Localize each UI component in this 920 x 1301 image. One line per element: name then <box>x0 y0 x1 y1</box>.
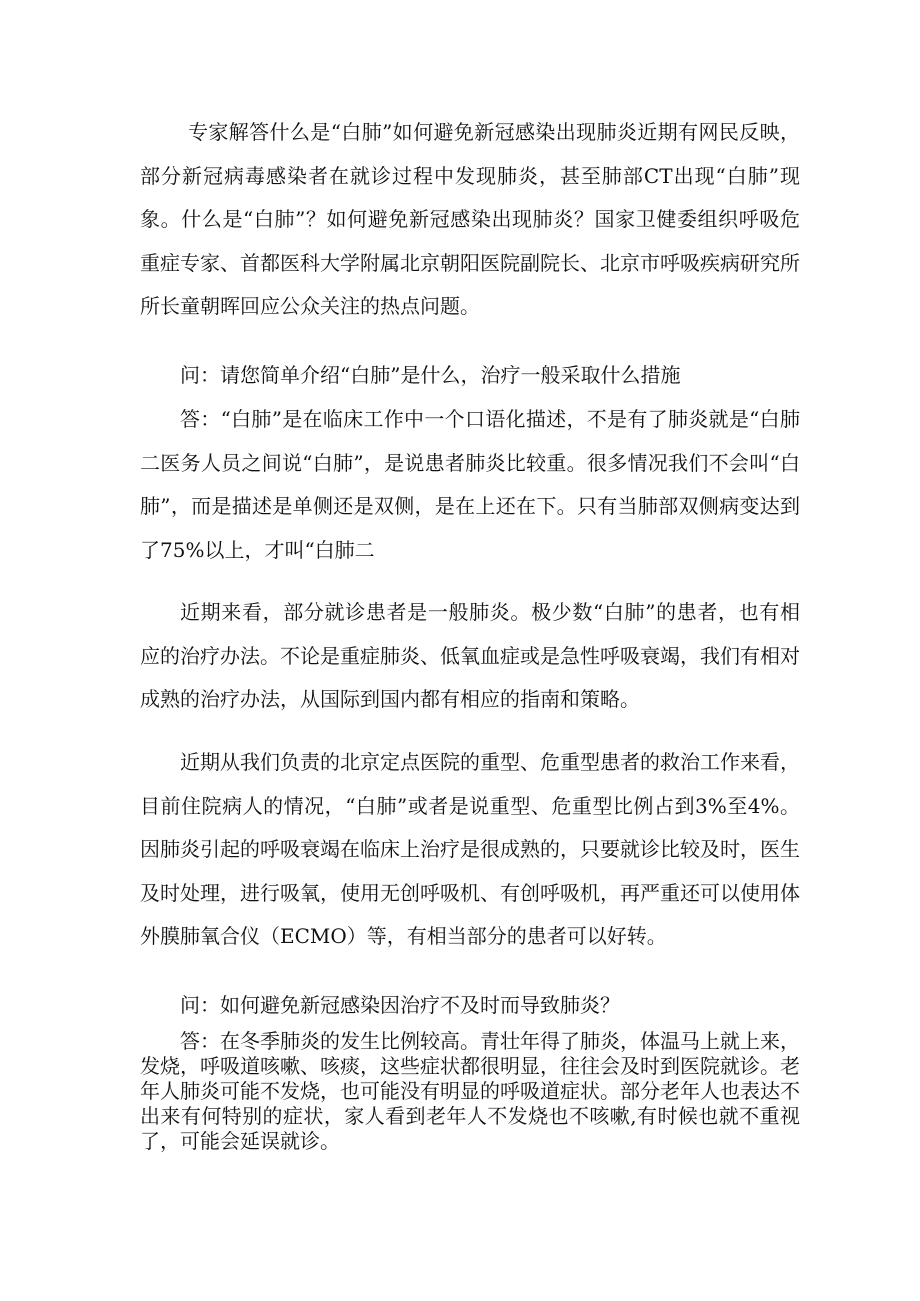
intro-paragraph: 专家解答什么是“白肺”如何避免新冠感染出现肺炎近期有网民反映，部分新冠病毒感染者在就诊过程中发现肺炎，甚至肺部CT出现“白肺”现象。什么是“白肺”？如何避免新冠感染出现肺炎？国家卫健委组织呼吸危重症专家、首都医科大学附属北京朝阳医院副院长、北京市呼吸疾病研究所所长童朝晖回应公众关注的热点问题。 <box>140 120 800 318</box>
answer-2-paragraph-1: 答：在冬季肺炎的发生比例较高。青壮年得了肺炎，体温马上就上来，发烧，呼吸道咳嗽、咳痰，这些症状都很明显，往往会及时到医院就诊。老年人肺炎可能不发烧，也可能没有明显的呼吸道症状。部分老年人也表达不出来有何特别的症状，家人看到老年人不发烧也不咳嗽,有时候也就不重视了，可能会延误就诊。 <box>140 1029 800 1153</box>
answer-1-paragraph-1: 答：“白肺”是在临床工作中一个口语化描述，不是有了肺炎就是“白肺二医务人员之间说“白肺”，是说患者肺炎比较重。很多情况我们不会叫“白肺”，而是描述是单侧还是双侧，是在上还在下。只有当肺部双侧病变达到了75%以上，才叫“白肺二 <box>140 407 800 562</box>
question-2: 问：如何避免新冠感染因治疗不及时而导致肺炎？ <box>180 993 620 1017</box>
answer-1-paragraph-3: 近期从我们负责的北京定点医院的重型、危重型患者的救治工作来看，目前住院病人的情况，“白肺”或者是说重型、危重型比例占到3%至4%。因肺炎引起的呼吸衰竭在临床上治疗是很成熟的，只要就诊比较及时，医生及时处理，进行吸氧，使用无创呼吸机、有创呼吸机，再严重还可以使用体外膜肺氧合仪（ECMO）等，有相当部分的患者可以好转。 <box>140 750 800 948</box>
answer-1-paragraph-2: 近期来看，部分就诊患者是一般肺炎。极少数“白肺”的患者，也有相应的治疗办法。不论是重症肺炎、低氧血症或是急性呼吸衰竭，我们有相对成熟的治疗办法，从国际到国内都有相应的指南和策略。 <box>140 600 800 711</box>
question-1: 问：请您简单介绍“白肺”是什么，治疗一般采取什么措施 <box>180 363 681 387</box>
